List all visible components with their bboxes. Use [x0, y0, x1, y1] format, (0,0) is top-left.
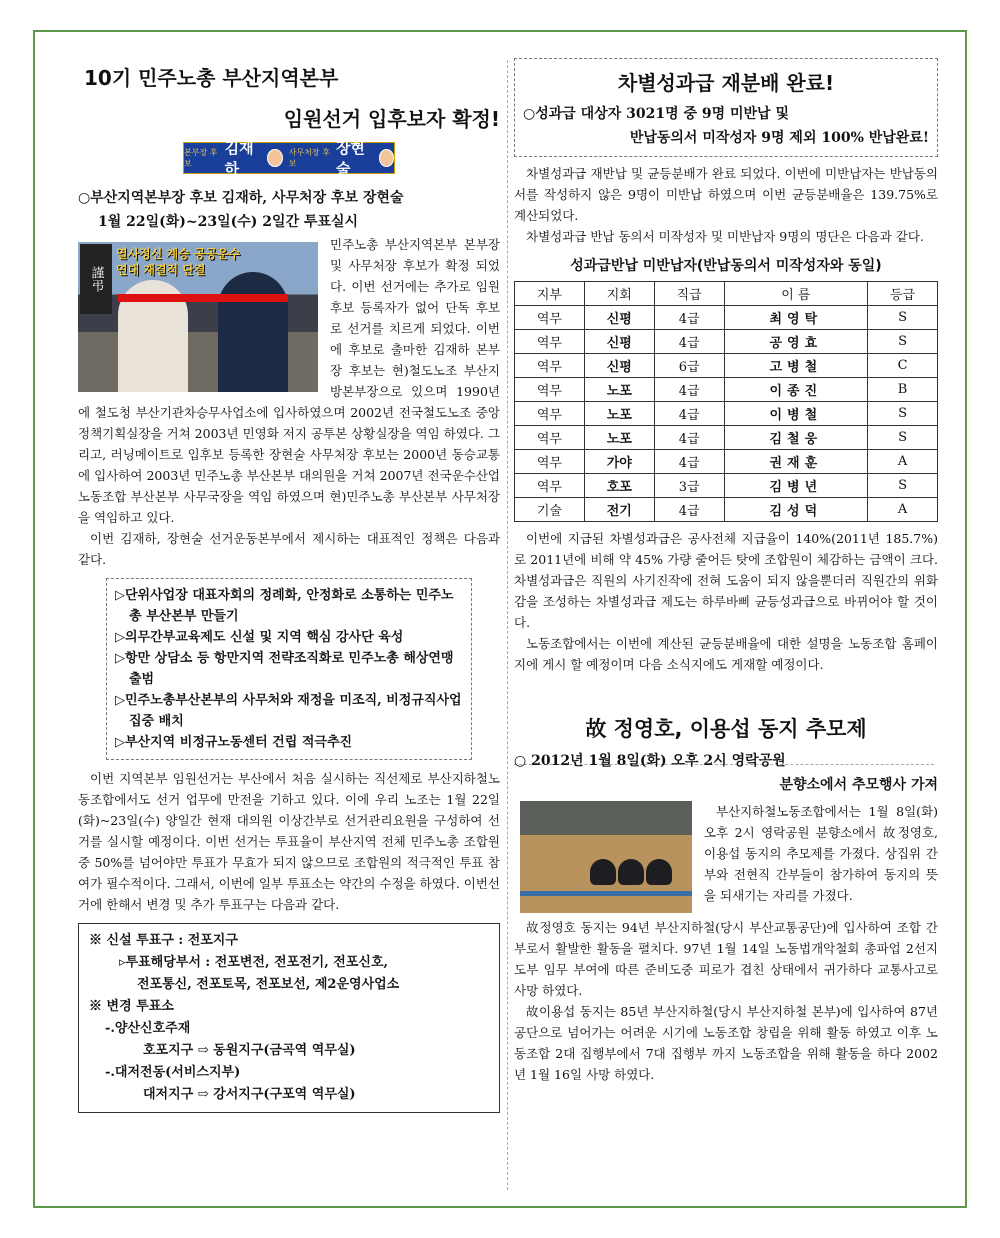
table-cell: 가야	[584, 450, 654, 474]
table-cell: 김병년	[724, 474, 868, 498]
paragraph: 부산지하철노동조합에서는 1월 8일(화) 오후 2시 영락공원 분향소에서 故정영호, 이용섭 동지의 추모제를 가졌다. 상집위 간부와 전현직 간부들이 참가하여 동지의 뜻을 되새기는 자리를 가졌다.	[704, 804, 938, 903]
table-cell: 역무	[515, 354, 585, 378]
table-cell: 김성덕	[724, 498, 868, 522]
table-cell: 역무	[515, 402, 585, 426]
policy-item: ▷부산지역 비정규노동센터 건립 적극추진	[115, 735, 353, 750]
table-cell: S	[868, 402, 938, 426]
table-cell: 3급	[654, 474, 724, 498]
photo-slogan: 열사정신 계승 공공운수 연대 재결적 단결	[116, 247, 241, 277]
table-cell: A	[868, 450, 938, 474]
polling-line: -.대저전동(서비스지부)	[105, 1065, 241, 1080]
bowing-person	[618, 859, 644, 885]
table-cell: 공영효	[724, 330, 868, 354]
policy-box	[106, 578, 472, 760]
candidate-banner	[183, 139, 395, 178]
article-title-line1: 10기 민주노총 부산지역본부	[84, 66, 339, 90]
polling-box	[78, 923, 500, 1113]
article-title-line2: 임원선거 입후보자 확정!	[283, 107, 500, 131]
table-body	[515, 306, 938, 522]
table-cell: 역무	[515, 330, 585, 354]
polling-line: -.양산신호주재	[105, 1021, 191, 1036]
memorial-sub-line2: 분향소에서 추모행사 가져	[779, 777, 938, 793]
table-cell: 역무	[515, 306, 585, 330]
table-caption: 성과급반납 미반납자(반납동의서 미작성자와 동일)	[570, 258, 882, 274]
polling-line: 호포지구 ⇨ 동원지구(금곡역 역무실)	[143, 1043, 356, 1058]
paragraph: 노동조합에서는 이번에 계산된 균등분배율에 대한 설명을 노동조합 홈페이지에 게시 할 예정이며 다음 소식지에도 게재할 예정이다.	[514, 636, 938, 672]
banner-role2: 사무처장 후보	[288, 148, 330, 168]
bowing-person	[646, 859, 672, 885]
table-header-row	[515, 282, 938, 306]
table-row	[515, 378, 938, 402]
table-cell: 노포	[584, 402, 654, 426]
polling-line: ▹투표해당부서 : 전포변전, 전포전기, 전포신호,	[119, 955, 389, 970]
table-cell: S	[868, 426, 938, 450]
table-cell: 4급	[654, 498, 724, 522]
headline: 차별성과급 재분배 완료!	[617, 71, 835, 95]
table-cell: A	[868, 498, 938, 522]
photo-wall	[520, 801, 692, 835]
table-row	[515, 450, 938, 474]
policy-item: ▷단위사업장 대표자회의 정례화, 안정화로 소통하는 민주노총 부산본부 만들기	[115, 588, 454, 624]
table-cell: 4급	[654, 402, 724, 426]
table-cell: 이종진	[724, 378, 868, 402]
banner-role1: 본부장 후보	[184, 148, 218, 168]
table-cell: S	[868, 474, 938, 498]
paragraph: 민주노총 부산지역본부 본부장 및 사무처장 후보가 확정 되었다. 이번 선거에는 추가로 임원후보 등록자가 없어 단독 후보로 선거를 치르게 되었다. 이번에 후보로 출마한 김재하 본부장 후보는 현)철도노조 부산지방본부장으로 있으며 1990년에 철도청 부산기관차승무사업소에 입사하였으며 2002년 전국철도노조 중앙 정책기획실장을 거쳐 2003년 민영화 저지 공투본 상황실장을 역임 하였다. 그리고, 러닝메이트로 입후보 등록한 장현술 사무처장 후보는 2000년 동승교통에 입사하여 2003년 민주노총 부산본부 대의원을 거쳐 2007년 전국운수산업노동조합 부산본부 사무국장을 역임 하였으며 현)민주노총 부산본부 사무처장을 역임하고 있다.	[78, 237, 500, 525]
table-cell: 최영탁	[724, 306, 868, 330]
table-cell: 권재훈	[724, 450, 868, 474]
table-row	[515, 330, 938, 354]
memorial-photo	[520, 801, 692, 913]
candidate-figure	[218, 272, 288, 392]
paragraph: 故정영호 동지는 94년 부산지하철(당시 부산교통공단)에 입사하여 조합 간부로서 활발한 활동을 펼치다. 97년 1월 14일 노동법개악철회 총파업 2선지도부 임무 부여에 따른 준비도중 피로가 겹친 상태에서 귀가하다 교통사고로 사망 하였다.	[514, 920, 938, 998]
table-cell: 전기	[584, 498, 654, 522]
bowing-person	[590, 859, 616, 885]
polling-line: 대저지구 ⇨ 강서지구(구포역 역무실)	[143, 1087, 356, 1102]
photo-flag: 謹弔	[80, 244, 112, 314]
table-cell: S	[868, 330, 938, 354]
policy-item: ▷의무간부교육제도 신설 및 지역 핵심 강사단 육성	[115, 630, 404, 645]
table-cell: 이병철	[724, 402, 868, 426]
table-row	[515, 354, 938, 378]
banner-name1: 김재하	[224, 139, 254, 178]
table-header: 직급	[654, 282, 724, 306]
table-header: 지회	[584, 282, 654, 306]
paragraph: 이번 지역본부 임원선거는 부산에서 처음 실시하는 직선제로 부산지하철노동조합에서도 선거 업무에 만전을 기하고 있다. 이에 우리 노조는 1월 22일(화)~23일(수) 양일간 현재 대의원 이상간부로 선거관리요원을 구성하여 선거를 실시할 예정이다. 이번 선거는 투표율이 부산지역 전체 민주노총 조합원 중 50%를 넘어야만 투표가 무효가 되지 않으므로 조합원의 적극적인 투표 참여가 필수적이다. 그래서, 이번에 일부 투표소는 약간의 수정을 하였다. 이번선거에 한해서 변경 및 추가 투표구는 다음과 같다.	[78, 771, 501, 912]
table-cell: B	[868, 378, 938, 402]
sub-line2: 반납동의서 미작성자 9명 제외 100% 반납완료!	[629, 130, 929, 146]
policy-item: ▷민주노총부산본부의 사무처와 재정을 미조직, 비정규직사업 집중 배치	[115, 693, 462, 729]
table-cell: 4급	[654, 450, 724, 474]
headline-sub	[523, 102, 929, 150]
sub-line1: ○성과급 대상자 3021명 중 9명 미반납 및	[523, 106, 789, 122]
polling-line: ※ 신설 투표구 : 전포지구	[89, 933, 238, 948]
right-column	[514, 58, 938, 1085]
photo-stripe	[520, 891, 692, 896]
table-cell: 4급	[654, 378, 724, 402]
table-cell: 김철웅	[724, 426, 868, 450]
table-row	[515, 498, 938, 522]
table-cell: 호포	[584, 474, 654, 498]
nonreturn-table	[514, 281, 938, 522]
policy-item: ▷항만 상담소 등 항만지역 전략조직화로 민주노총 해상연맹 출범	[115, 651, 454, 687]
lead-line1: ○부산지역본부장 후보 김재하, 사무처장 후보 장현술	[78, 190, 404, 206]
table-cell: 4급	[654, 330, 724, 354]
article-lead	[78, 186, 500, 234]
table-header: 등급	[868, 282, 938, 306]
table-cell: 역무	[515, 378, 585, 402]
table-cell: 역무	[515, 450, 585, 474]
table-row	[515, 426, 938, 450]
paragraph: 이번 김재하, 장현술 선거운동본부에서 제시하는 대표적인 정책은 다음과 같다.	[78, 531, 500, 567]
table-cell: 역무	[515, 426, 585, 450]
table-cell: 역무	[515, 474, 585, 498]
candidate-face-icon	[267, 149, 282, 167]
table-cell: 4급	[654, 306, 724, 330]
table-cell: 신평	[584, 354, 654, 378]
memorial-sub-line1: ○ 2012년 1월 8일(화) 오후 2시 영락공원	[514, 753, 786, 769]
table-header: 지부	[515, 282, 585, 306]
headline-box	[514, 58, 938, 157]
lead-line2: 1월 22일(화)~23일(수) 2일간 투표실시	[98, 214, 359, 230]
table-cell: 4급	[654, 426, 724, 450]
polling-line: ※ 변경 투표소	[89, 999, 174, 1014]
memorial-sub	[514, 749, 938, 797]
table-cell: 노포	[584, 426, 654, 450]
table-cell: 노포	[584, 378, 654, 402]
table-cell: 신평	[584, 306, 654, 330]
memorial-title: 故 정영호, 이용섭 동지 추모제	[585, 717, 867, 741]
candidate-face-icon	[379, 149, 394, 167]
headband	[118, 294, 288, 302]
table-cell: 고병철	[724, 354, 868, 378]
table-row	[515, 474, 938, 498]
column-divider	[507, 60, 508, 1190]
left-column	[78, 58, 500, 1113]
table-row	[515, 306, 938, 330]
table-cell: S	[868, 306, 938, 330]
table-cell: 6급	[654, 354, 724, 378]
table-cell: C	[868, 354, 938, 378]
table-cell: 신평	[584, 330, 654, 354]
candidates-photo	[78, 242, 318, 392]
table-row	[515, 402, 938, 426]
banner-name2: 장현술	[335, 139, 365, 178]
table-cell: 기술	[515, 498, 585, 522]
paragraph: 차별성과급 반납 동의서 미작성자 및 미반납자 9명의 명단은 다음과 같다.	[526, 229, 924, 244]
paragraph: 故이용섭 동지는 85년 부산지하철(당시 부산지하철 본부)에 입사하여 87년 공단으로 넘어가는 어려운 시기에 노동조합 창립을 위해 활동 하였고 이후 노동조합 2대 집행부에서 7대 집행부 까지 노동조합을 위해 활동을 하다 2002년 1월 16일 사망 하였다.	[514, 1004, 938, 1082]
table-header: 이 름	[724, 282, 868, 306]
polling-line: 전포통신, 전포토목, 전포보선, 제2운영사업소	[137, 977, 400, 992]
paragraph: 차별성과급 재반납 및 균등분배가 완료 되었다. 이번에 미반납자는 반납동의서를 작성하지 않은 9명이 미반납 하였으며 이번 균등분배율은 139.75%로 계산되었다.	[514, 166, 938, 223]
paragraph: 이번에 지급된 차별성과급은 공사전체 지급율이 140%(2011년 185.7%)로 2011년에 비해 약 45% 가량 줄어든 탓에 조합원이 체감하는 금액이 크다. 차별성과급은 직원의 사기진작에 전혀 도움이 되지 않을뿐더러 직원간의 위화감을 조성하는 차별성과급 제도는 하루바삐 균등성과급으로 바뀌어야 할 것이다.	[514, 531, 938, 630]
